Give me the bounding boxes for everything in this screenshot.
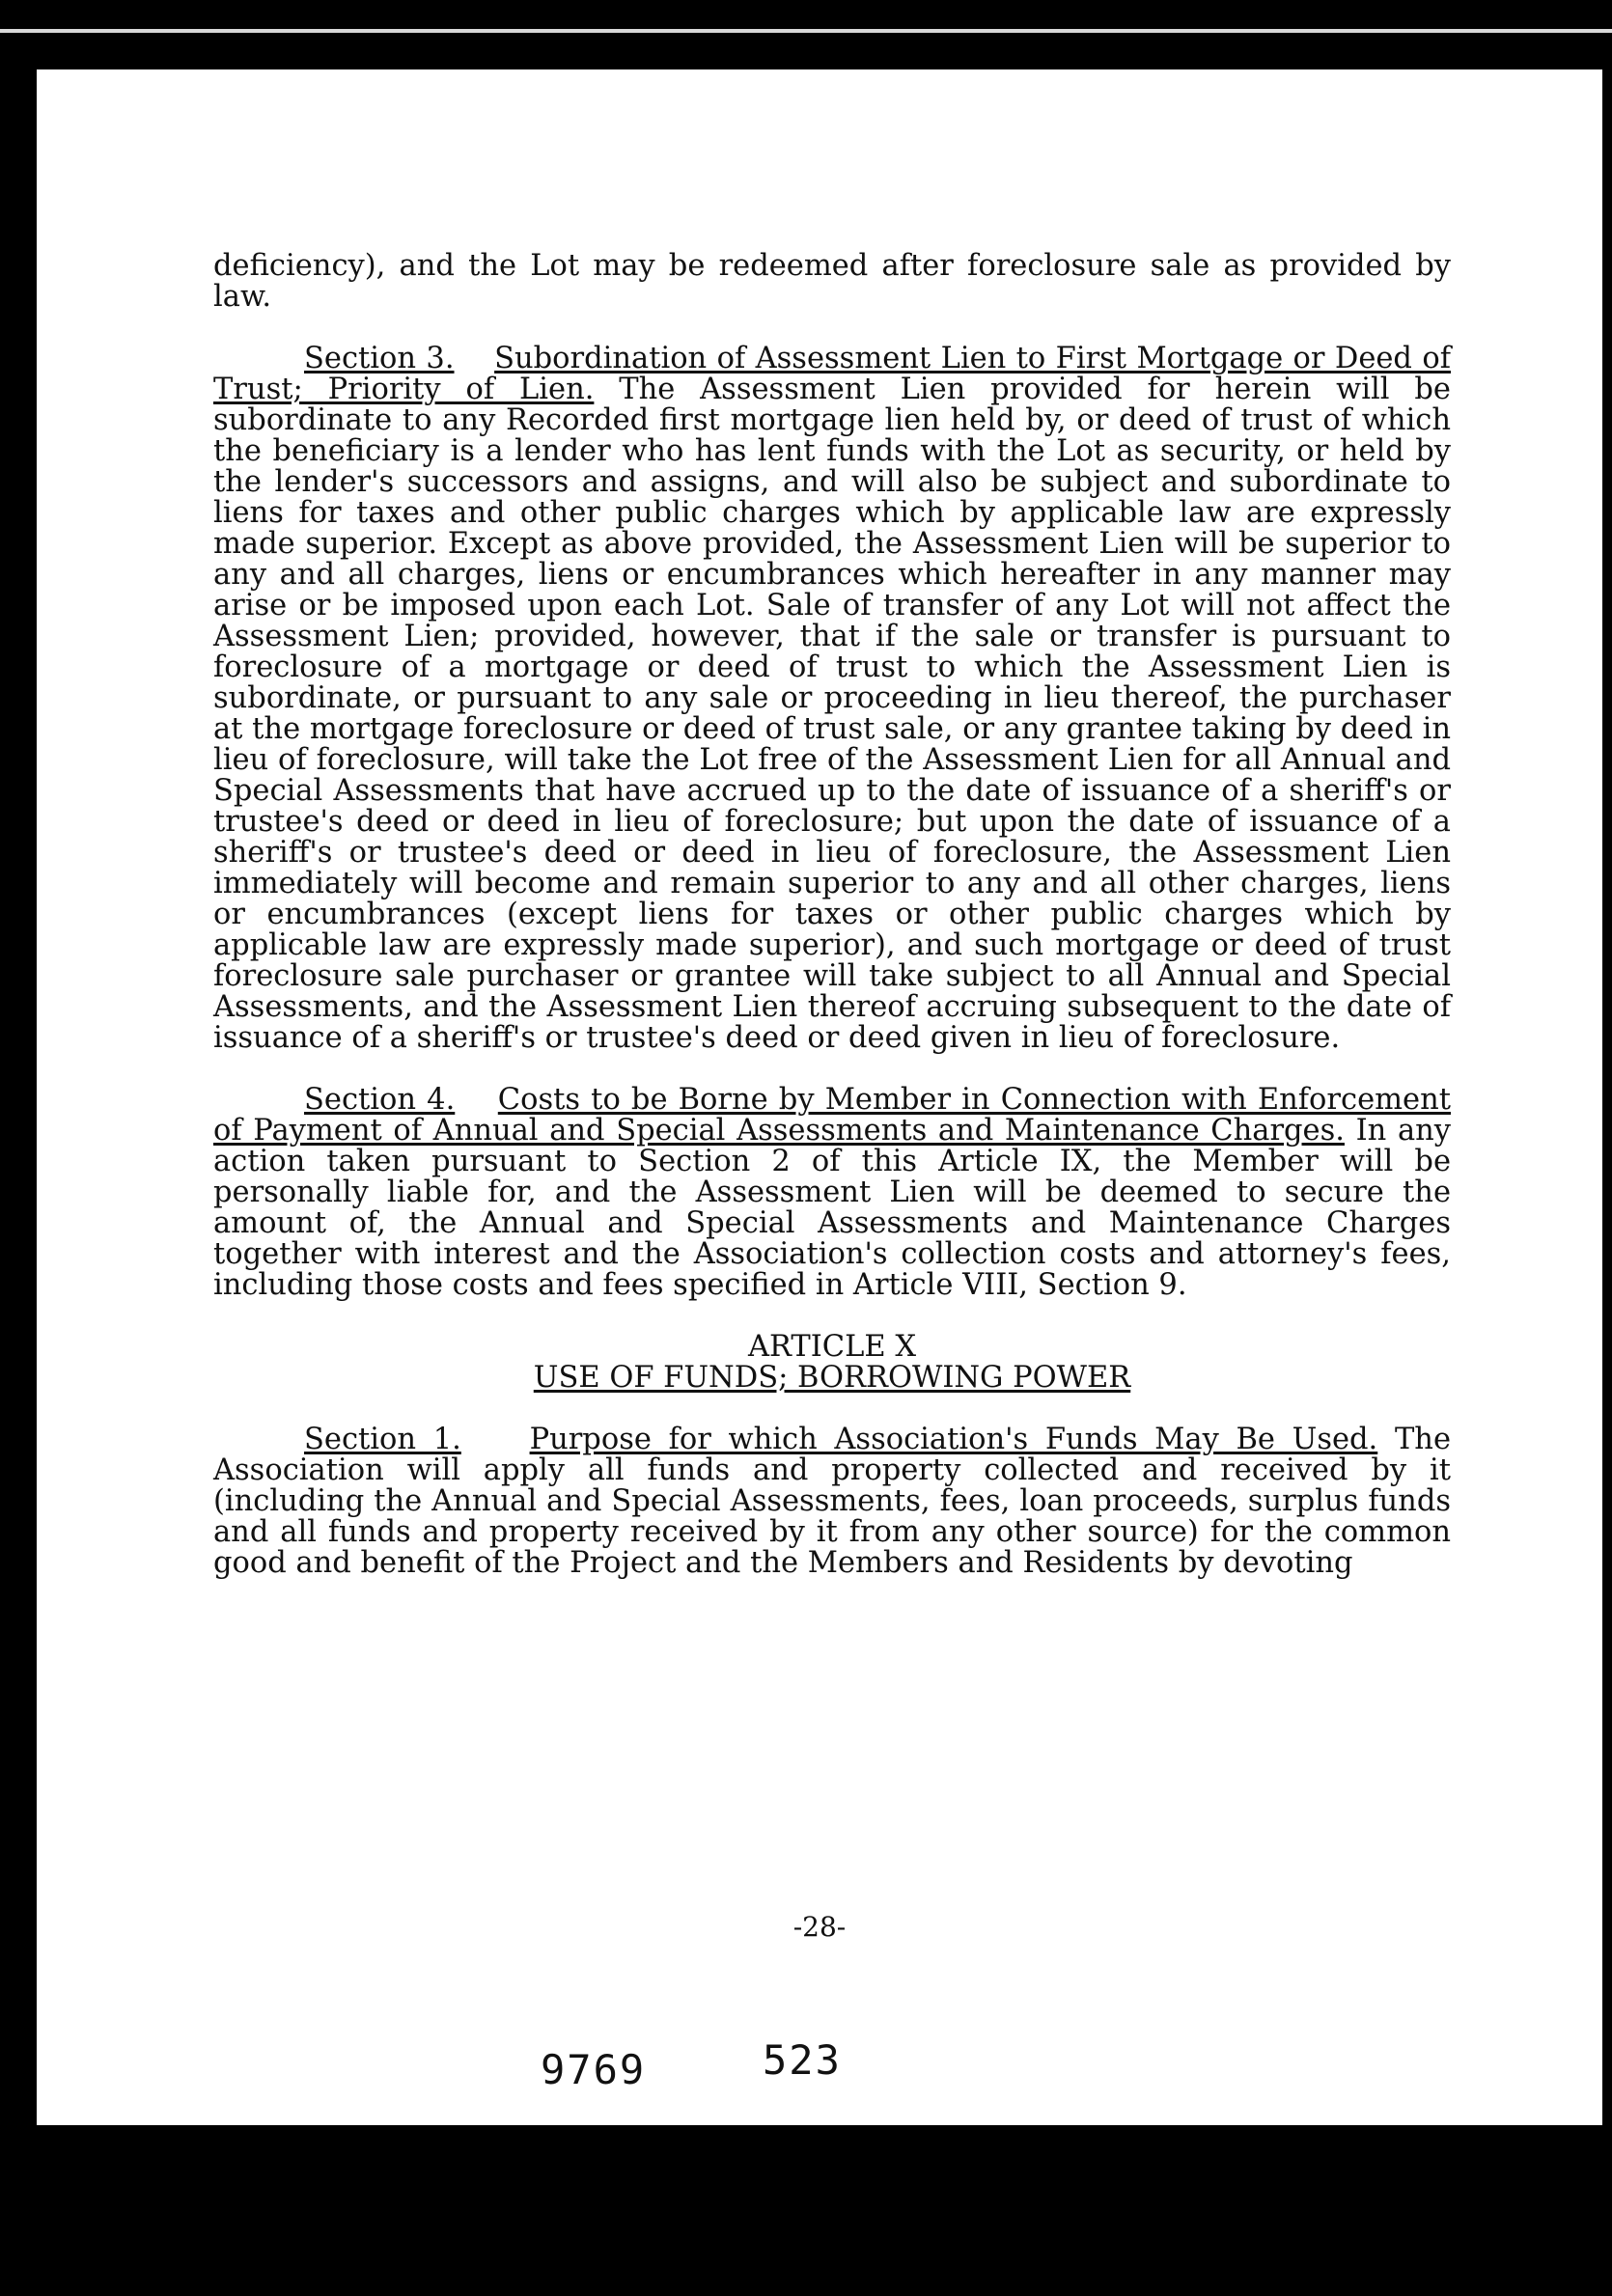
page-number: -28- (792, 1911, 847, 1943)
section-3-label: Section 3. (304, 342, 455, 375)
recording-stamp-left: 9769 (541, 2046, 647, 2093)
section-4-body: In any action taken pursuant to Section 2 of this Article IX, the Member will be personally liable for, and the Assessment Lien will be deemed to secure the amount of, the Annual and Special Assessments and Maintenance Charges together with interest and the Association's collection costs and attorney's fees, including those costs and fees specified in Article VIII, Section 9. (213, 1114, 1451, 1302)
recording-stamp-right: 523 (763, 2036, 842, 2084)
document-body (213, 251, 1451, 1579)
article-section-1-body: The Association will apply all funds and property collected and received by it (including the Annual and Special Assessments, fees, loan proceeds, surplus funds and all funds and property received by it from any other source) for the common good and benefit of the Project and the Members and Residents by devoting (213, 1423, 1451, 1580)
section-4-label: Section 4. (304, 1083, 456, 1117)
article-subtitle: USE OF FUNDS; BORROWING POWER (533, 1361, 1131, 1395)
article-section-1 (213, 1425, 1451, 1579)
section-4-heading: Costs to be Borne by Member in Connection with Enforcement of Payment of Annual and Special Assessments and Maintenance Charges. (213, 1083, 1451, 1148)
article-section-1-heading: Purpose for which Association's Funds May Be Used. (529, 1423, 1378, 1456)
section-3-body: The Assessment Lien provided for herein will be subordinate to any Recorded first mortgage lien held by, or deed of trust of which the beneficiary is a lender who has lent funds with the Lot as security, or held by the lender's successors and assigns, and will also be subject and subordinate to liens for taxes and other public charges which by applicable law are expressly made superior. Except as above provided, the Assessment Lien will be superior to any and all charges, liens or encumbrances which hereafter in any manner may arise or be imposed upon each Lot. Sale of transfer of any Lot will not affect the Assessment Lien; provided, however, that if the sale or transfer is pursuant to foreclosure of a mortgage or deed of trust to which the Assessment Lien is subordinate, or pursuant to any sale or proceeding in lieu thereof, the purchaser at the mortgage foreclosure or deed of trust sale, or any grantee taking by deed in lieu of foreclosure, will take the Lot free of the Assessment Lien for all Annual and Special Assessments that have accrued up to the date of issuance of a sheriff's or trustee's deed or deed in lieu of foreclosure; but upon the date of issuance of a sheriff's or trustee's deed or deed in lieu of foreclosure, the Assessment Lien immediately will become and remain superior to any and all other charges, liens or encumbrances (except liens for taxes or other public charges which by applicable law are expressly made superior), and such mortgage or deed of trust foreclosure sale purchaser or grantee will take subject to all Annual and Special Assessments, and the Assessment Lien thereof accruing subsequent to the date of issuance of a sheriff's or trustee's deed or deed given in lieu of foreclosure. (213, 373, 1451, 1055)
document-page (37, 69, 1602, 2125)
section-3-heading: Subordination of Assessment Lien to First Mortgage or Deed of Trust; Priority of Lien. (213, 342, 1451, 406)
article-section-1-label: Section 1. (304, 1423, 461, 1456)
section-4 (213, 1085, 1451, 1301)
article-heading (213, 1332, 1451, 1394)
paragraph-continuation: deficiency), and the Lot may be redeemed after foreclosure sale as provided by law. (213, 249, 1451, 314)
scan-artifact-line (0, 29, 1612, 33)
article-title: ARTICLE X (747, 1330, 917, 1364)
section-3 (213, 344, 1451, 1054)
